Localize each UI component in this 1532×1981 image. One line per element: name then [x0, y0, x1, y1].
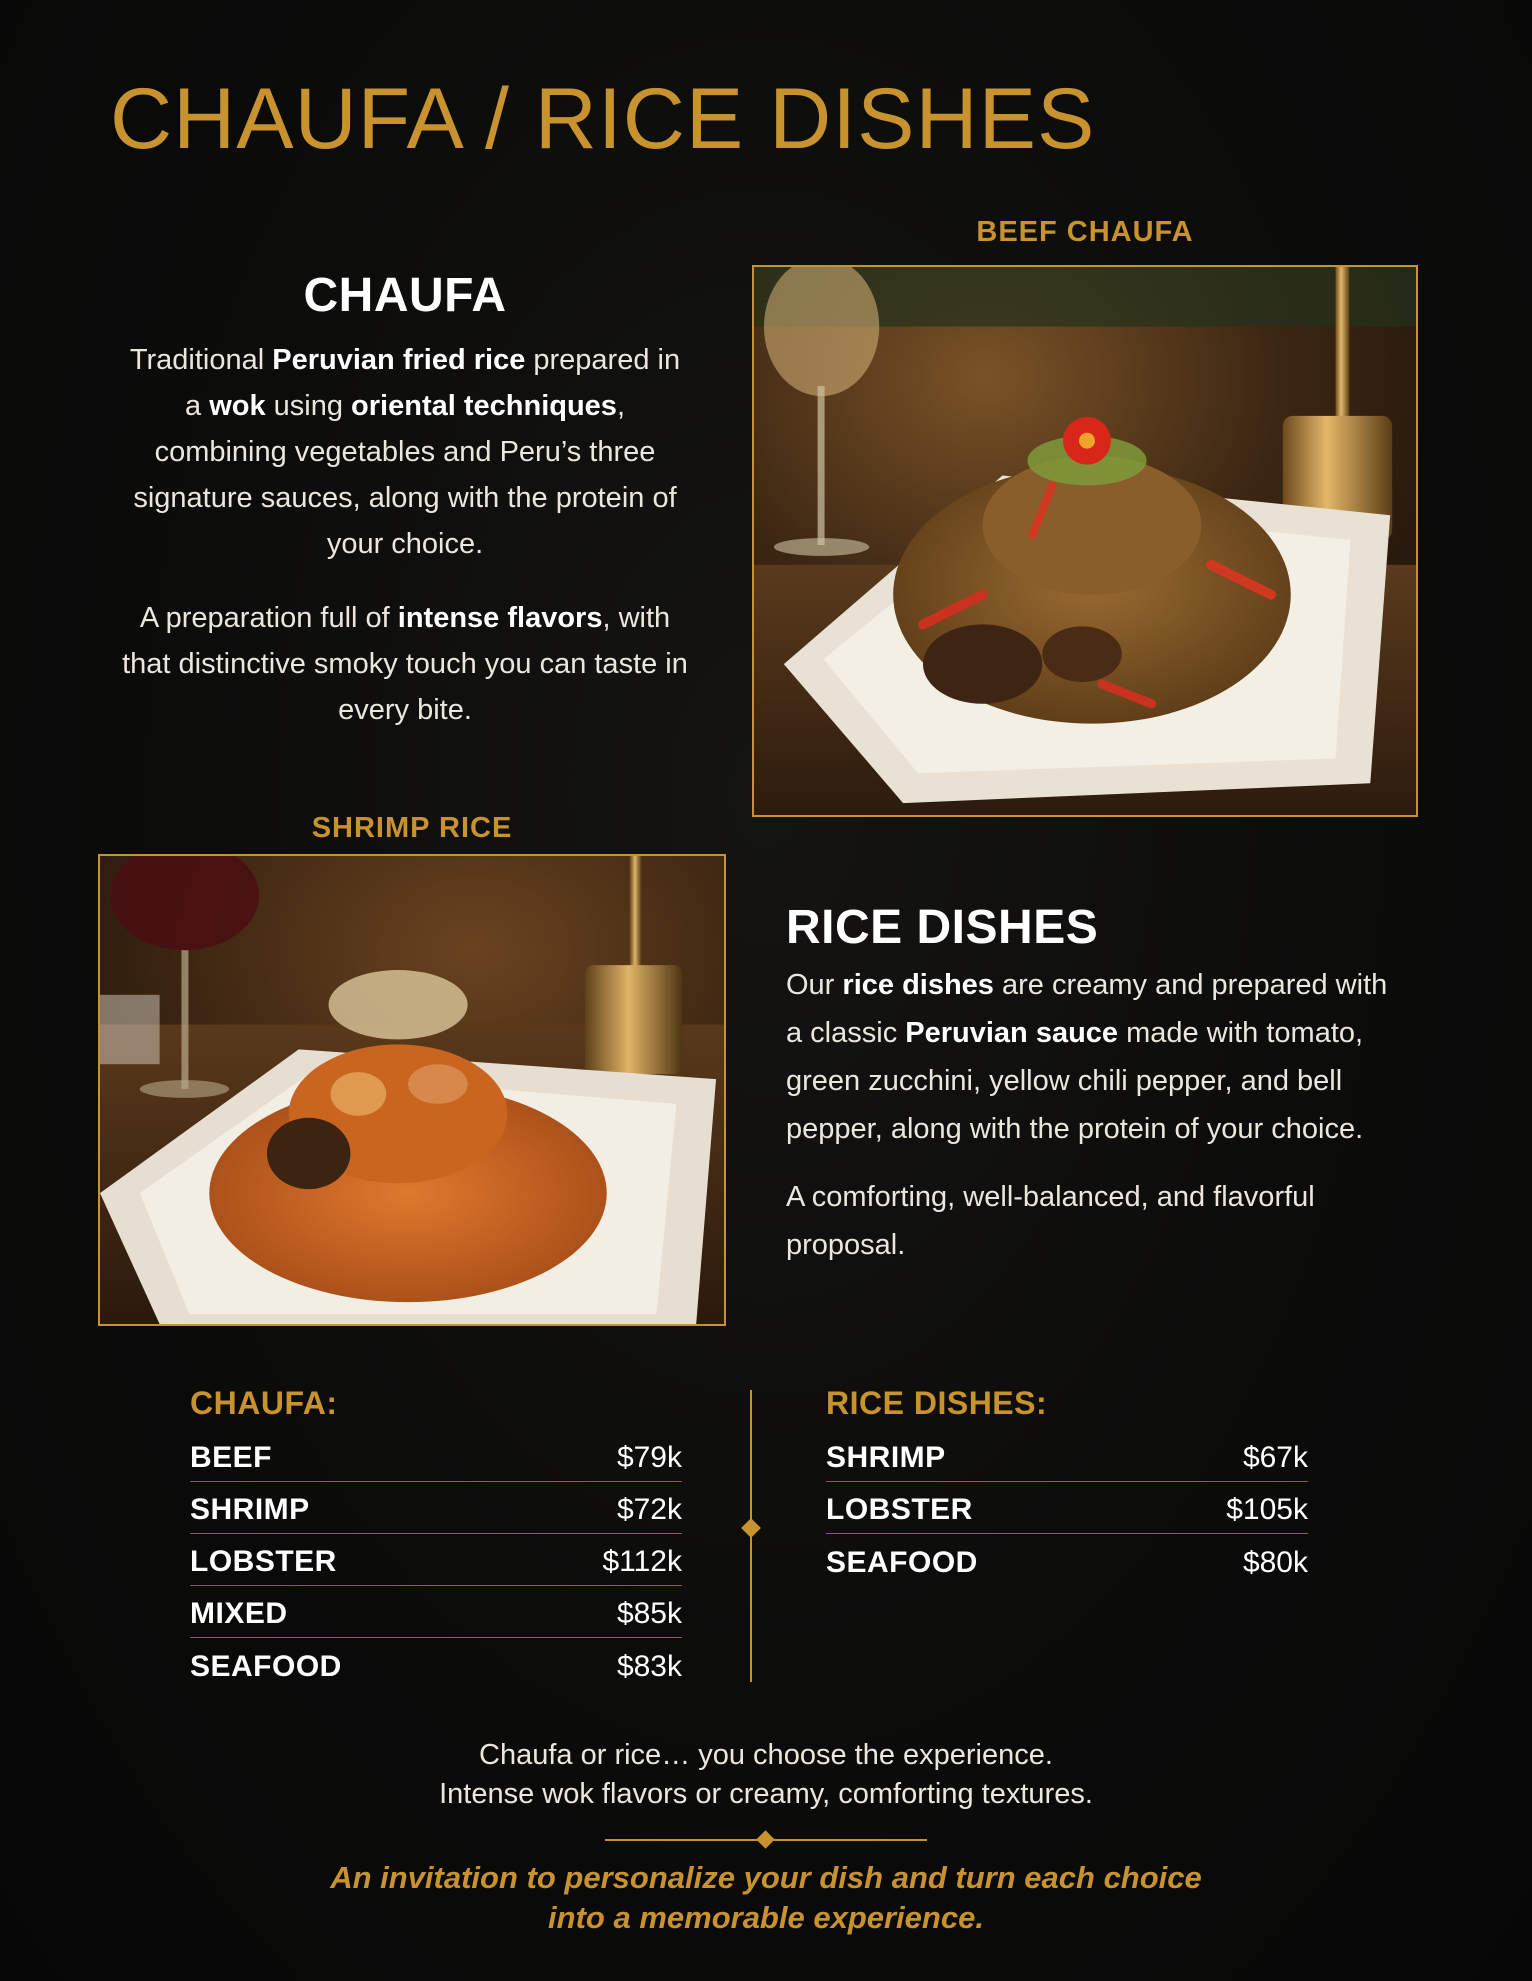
price-row: [190, 1586, 682, 1638]
rice-dishes-price-heading: RICE DISHES:: [826, 1385, 1048, 1421]
item-name: LOBSTER: [190, 1545, 337, 1578]
body-text: prepared in a: [185, 344, 681, 422]
body-text: are creamy and prepared with a classic: [786, 969, 1388, 1049]
item-price: $105k: [1226, 1493, 1308, 1526]
item-price: $83k: [616, 1650, 682, 1683]
body-text: , with that distinctive smoky touch you can taste in every bite.: [122, 602, 688, 726]
emphasis-text: Peruvian fried rice: [272, 344, 526, 376]
price-row: [190, 1534, 682, 1586]
page-title: CHAUFA / RICE DISHES: [110, 71, 1096, 167]
footer-line-2: Intense wok flavors or creamy, comforting textures.: [439, 1778, 1093, 1810]
chaufa-price-rows: [190, 1430, 682, 1690]
price-row: [190, 1482, 682, 1534]
price-row: [826, 1534, 1308, 1586]
item-name: SEAFOOD: [190, 1650, 342, 1683]
rice-dishes-price-list: [826, 1385, 1308, 1586]
body-text: , combining vegetables and Peru’s three signature sauces, along with the protein of your choice.: [133, 390, 677, 560]
footer-tagline-1: An invitation to personalize your dish and turn each choice: [330, 1860, 1202, 1895]
rice-dishes-heading: RICE DISHES: [786, 901, 1099, 954]
emphasis-text: oriental techniques: [351, 390, 617, 422]
footer-line-1: Chaufa or rice… you choose the experience.: [479, 1739, 1053, 1771]
body-text: A comforting, well-balanced, and flavorful proposal.: [786, 1181, 1315, 1261]
price-row: [190, 1430, 682, 1482]
rice-dishes-description: [786, 900, 1406, 1269]
item-price: $72k: [616, 1493, 682, 1526]
chaufa-description: [120, 268, 690, 733]
body-text: using: [265, 390, 352, 422]
chaufa-heading: CHAUFA: [303, 269, 507, 322]
chaufa-paragraph-1: [120, 337, 690, 567]
item-name: LOBSTER: [826, 1493, 973, 1526]
beef-chaufa-photo: [752, 265, 1418, 817]
rice-dishes-paragraph-2: [786, 1173, 1406, 1269]
rice-dishes-paragraph-1: [786, 961, 1406, 1153]
price-row: [190, 1638, 682, 1690]
body-text: Our: [786, 969, 843, 1001]
footer: [0, 1736, 1532, 1938]
rice-dishes-price-rows: [826, 1430, 1308, 1586]
beef-chaufa-caption: BEEF CHAUFA: [976, 216, 1194, 248]
item-name: SEAFOOD: [826, 1546, 978, 1579]
price-row: [826, 1430, 1308, 1482]
body-text: made with tomato, green zucchini, yellow chili pepper, and bell pepper, along with the protein of your choice.: [786, 1017, 1364, 1145]
item-price: $79k: [616, 1441, 682, 1474]
diamond-ornament-icon: [756, 1830, 774, 1848]
body-text: A preparation full of: [139, 602, 398, 634]
emphasis-text: intense flavors: [397, 602, 603, 634]
chaufa-price-heading: CHAUFA:: [190, 1385, 338, 1421]
emphasis-text: Peruvian sauce: [905, 1017, 1119, 1049]
item-price: $80k: [1242, 1546, 1308, 1579]
emphasis-text: wok: [209, 390, 266, 422]
shrimp-rice-photo: [98, 854, 726, 1326]
chaufa-price-list: [190, 1385, 682, 1690]
item-price: $112k: [602, 1545, 682, 1578]
item-name: BEEF: [190, 1441, 273, 1474]
diamond-ornament-icon: [741, 1518, 761, 1538]
price-row: [826, 1482, 1308, 1534]
shrimp-rice-caption: SHRIMP RICE: [311, 812, 513, 844]
item-price: $85k: [616, 1597, 682, 1630]
footer-tagline-2: into a memorable experience.: [548, 1900, 984, 1935]
body-text: Traditional: [129, 344, 273, 376]
emphasis-text: rice dishes: [842, 969, 994, 1001]
item-name: SHRIMP: [190, 1493, 310, 1526]
chaufa-paragraph-2: [120, 595, 690, 733]
item-price: $67k: [1242, 1441, 1308, 1474]
footer-ornament: [605, 1832, 927, 1848]
item-name: MIXED: [190, 1597, 288, 1630]
item-name: SHRIMP: [826, 1441, 946, 1474]
